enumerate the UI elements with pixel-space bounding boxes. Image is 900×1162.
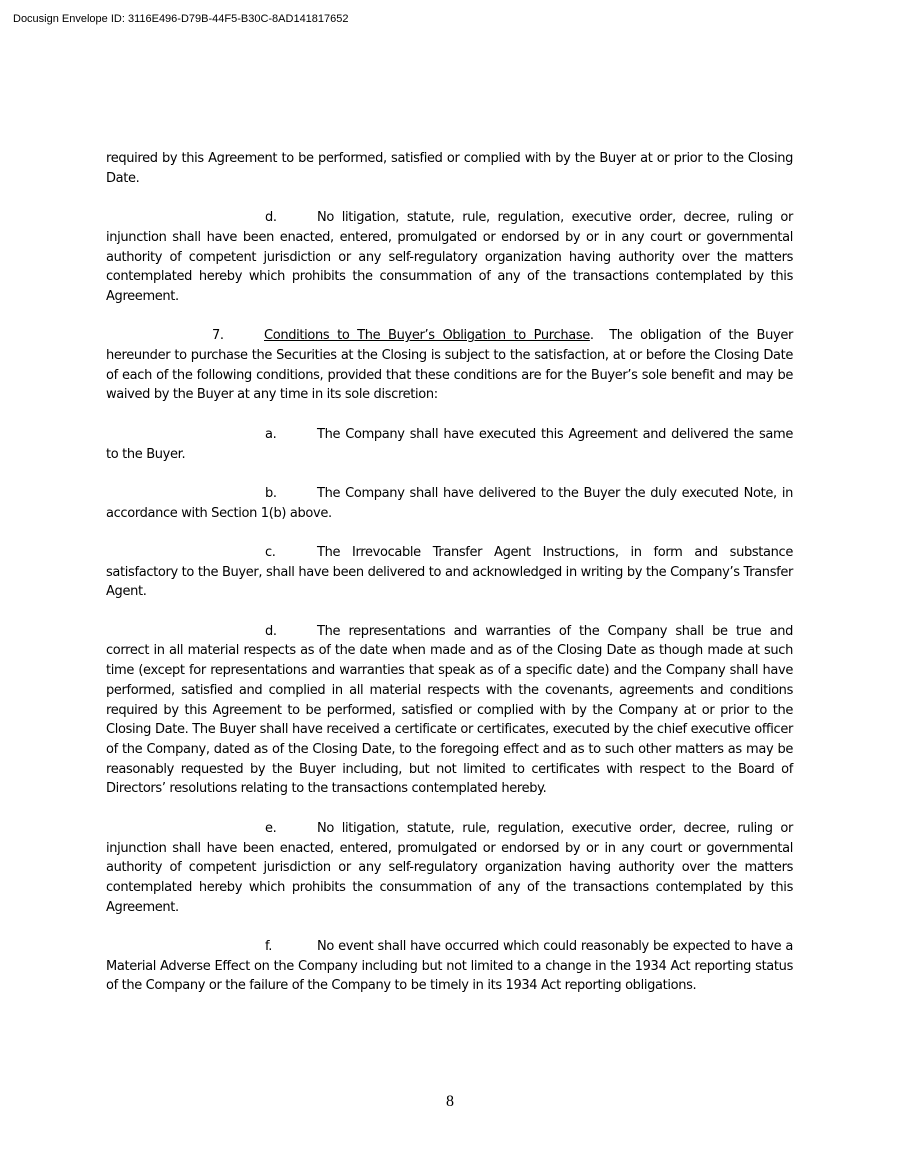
clause-text: No event shall have occurred which could reasonably be expected to have a Material Adverse Effect on the Company including but not limited to a change in the 1934 Act reporting status of the Company or the failure of the Company to be timely in its 1934 Act reporting obligations. (106, 939, 793, 994)
docusign-envelope-id: Docusign Envelope ID: 3116E496-D79B-44F5-B30C-8AD141817652 (13, 13, 349, 25)
clause-7d (106, 622, 793, 799)
clause-7a (106, 425, 793, 464)
clause-text: The Company shall have executed this Agreement and delivered the same to the Buyer. (106, 426, 793, 462)
clause-label: b. (265, 485, 277, 501)
clause-7e (106, 819, 793, 918)
clause-label: f. (265, 939, 273, 954)
clause-text: The representations and warranties of the Company shall be true and correct in all material respects as of the date when made and as of the Closing Date as though made at such time (except for representations and warranties that speak as of a specific date) and the Company shall have performed, satisfied and complied in all material respects with the covenants, agreements and conditions required by this Agreement to be performed, satisfied or complied with by the Company at or prior to the Closing Date. The Buyer shall have received a certificate or certificates, executed by the chief executive officer of the Company, dated as of the Closing Date, to the foregoing effect and as to such other matters as may be reasonably requested by the Buyer including, but not limited to certificates with respect to the Board of Directors’ resolutions relating to the transactions contemplated hereby. (106, 623, 793, 797)
clause-label: d. (265, 623, 277, 639)
section-number: 7. (212, 328, 224, 344)
clause-7b (106, 484, 793, 523)
clause-text: The Irrevocable Transfer Agent Instructions, in form and substance satisfactory to the Buyer, shall have been delivered to and acknowledged in writing by the Company’s Transfer Agent. (106, 544, 793, 600)
clause-text: No litigation, statute, rule, regulation, executive order, decree, ruling or injunction shall have been enacted, entered, promulgated or endorsed by or in any court or governmental authority of competent jurisdiction or any self-regulatory organization having authority over the matters contemplated hereby which prohibits the consummation of any of the transactions contemplated by this Agreement. (106, 210, 793, 304)
clause-6d (106, 208, 793, 307)
page-number: 8 (446, 1093, 454, 1110)
clause-label: d. (265, 210, 277, 226)
clause-text: The Company shall have delivered to the Buyer the duly executed Note, in accordance with Section 1(b) above. (106, 485, 793, 521)
clause-7f (106, 937, 793, 996)
clause-label: c. (265, 544, 276, 560)
section-7 (106, 326, 793, 405)
clause-label: a. (265, 426, 277, 442)
clause-label: e. (265, 820, 277, 836)
section-heading: Conditions to The Buyer’s Obligation to Purchase (264, 328, 590, 344)
section-text: The obligation of the Buyer hereunder to purchase the Securities at the Closing is subject to the satisfaction, at or before the Closing Date of each of the following conditions, provided that these conditions are for the Buyer’s sole benefit and may be waived by the Buyer at any time in its sole discretion: (106, 328, 793, 403)
section-heading-period: . (589, 328, 594, 344)
continuation-paragraph: required by this Agreement to be performed, satisfied or complied with by the Buyer at or prior to the Closing Date. (106, 151, 793, 186)
clause-text: No litigation, statute, rule, regulation, executive order, decree, ruling or injunction shall have been enacted, entered, promulgated or endorsed by or in any court or governmental authority of competent jurisdiction or any self-regulatory organization having authority over the matters contemplated hereby which prohibits the consummation of any of the transactions contemplated by this Agreement. (106, 820, 793, 915)
document-body (106, 149, 793, 996)
clause-7c (106, 543, 793, 602)
